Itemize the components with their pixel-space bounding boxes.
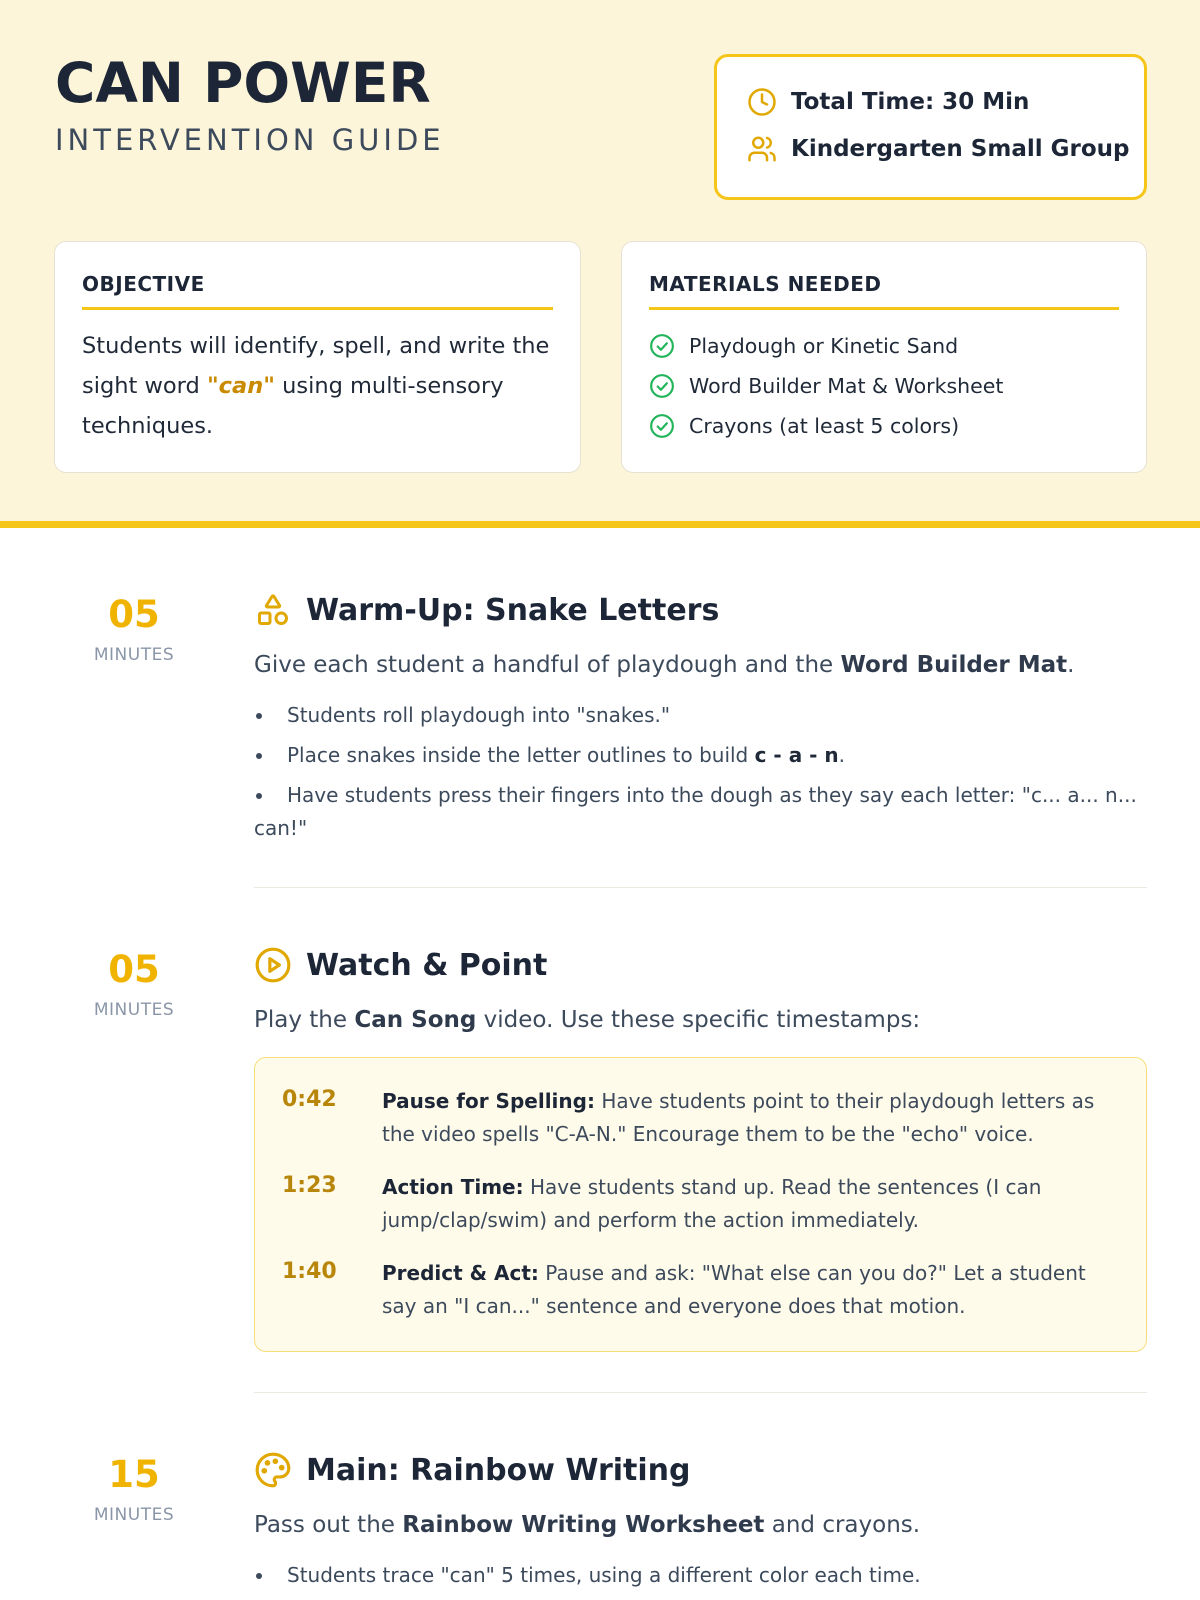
minutes-label: MINUTES	[93, 1505, 175, 1525]
warmup-intro	[254, 652, 1074, 678]
minutes-label: MINUTES	[93, 645, 175, 665]
total-time-row	[745, 85, 1029, 119]
step-bold: c - a - n	[754, 743, 839, 767]
list-item	[254, 779, 1147, 845]
clock-icon	[745, 85, 779, 119]
step-text: Place snakes inside the letter outlines to build	[287, 743, 755, 767]
session-info-box	[714, 54, 1147, 200]
section-title: Warm-Up: Snake Letters	[306, 592, 720, 628]
objective-heading: OBJECTIVE	[82, 272, 553, 310]
materials-card	[621, 241, 1147, 473]
objective-text-end: using multi-sensory techniques.	[82, 373, 504, 439]
minutes-label: MINUTES	[93, 1000, 175, 1020]
materials-item	[649, 366, 1126, 406]
list-item	[254, 1559, 1147, 1592]
step-text: Students roll playdough into "snakes."	[287, 703, 671, 727]
users-icon	[745, 132, 779, 166]
timestamp-label: Predict & Act:	[382, 1261, 539, 1285]
materials-item-label: Crayons (at least 5 colors)	[689, 414, 960, 438]
warmup-duration	[55, 593, 213, 665]
objective-card	[54, 241, 581, 473]
check-circle-icon	[649, 333, 675, 359]
rainbow-intro	[254, 1512, 920, 1538]
timestamp-text	[382, 1085, 1116, 1151]
check-circle-icon	[649, 413, 675, 439]
page-title: CAN POWER	[55, 51, 431, 115]
intro-text-end: video. Use these specific timestamps:	[476, 1007, 921, 1033]
timestamp-time: 0:42	[282, 1087, 337, 1112]
objective-text-start: Students will identify, spell, and write the sight word	[82, 333, 550, 399]
timestamp-text	[382, 1171, 1116, 1237]
total-time-label: Total Time: 30 Min	[791, 89, 1030, 115]
intro-text: Play the	[254, 1007, 355, 1033]
minutes-value: 15	[108, 1453, 160, 1496]
timestamp-text	[382, 1257, 1116, 1323]
intro-text: Give each student a handful of playdough and the	[254, 652, 841, 678]
intro-text-end: and crayons.	[764, 1512, 921, 1538]
play-circle-icon	[254, 946, 292, 984]
timestamps-box	[254, 1057, 1147, 1352]
materials-item-label: Word Builder Mat & Worksheet	[689, 374, 1004, 398]
materials-item-label: Playdough or Kinetic Sand	[689, 334, 959, 358]
list-item	[254, 699, 1147, 732]
group-row	[745, 132, 1129, 166]
timestamp-label: Action Time:	[382, 1175, 524, 1199]
palette-icon	[254, 1451, 292, 1489]
intro-text: Pass out the	[254, 1512, 403, 1538]
rainbow-duration	[55, 1453, 213, 1525]
watch-heading	[254, 945, 547, 985]
intro-bold: Rainbow Writing Worksheet	[402, 1512, 765, 1538]
timestamp-desc: Have students point to their playdough letters as the video spells "C-A-N." Encourage them to be the "echo" voice.	[382, 1089, 1095, 1146]
page-subtitle: INTERVENTION GUIDE	[55, 123, 445, 157]
list-item	[254, 739, 1147, 772]
intro-bold: Word Builder Mat	[840, 652, 1068, 678]
warmup-steps	[254, 699, 1147, 852]
group-label: Kindergarten Small Group	[791, 136, 1130, 162]
timestamp-desc: Have students stand up. Read the sentences (I can jump/clap/swim) and perform the action immediately.	[382, 1175, 1042, 1232]
section-divider	[254, 887, 1147, 888]
minutes-value: 05	[108, 948, 160, 991]
materials-list	[649, 326, 1126, 446]
step-text: Students trace "can" 5 times, using a different color each time.	[287, 1563, 921, 1587]
timestamp-label: Pause for Spelling:	[382, 1089, 595, 1113]
timestamp-time: 1:40	[282, 1259, 337, 1284]
intro-bold: Can Song	[354, 1007, 477, 1033]
timestamp-desc: Pause and ask: "What else can you do?" Let a student say an "I can..." sentence and everyone does that motion.	[382, 1261, 1086, 1318]
section-title: Main: Rainbow Writing	[306, 1452, 691, 1488]
intro-text-end: .	[1067, 652, 1075, 678]
materials-item	[649, 326, 1126, 366]
warmup-heading	[254, 590, 719, 630]
rainbow-heading	[254, 1450, 691, 1490]
timestamp-time: 1:23	[282, 1173, 337, 1198]
objective-text	[82, 326, 552, 446]
check-circle-icon	[649, 373, 675, 399]
sight-word: "can"	[206, 373, 275, 399]
watch-duration	[55, 948, 213, 1020]
step-text-end: .	[838, 743, 846, 767]
rainbow-steps	[254, 1559, 1147, 1599]
minutes-value: 05	[108, 593, 160, 636]
watch-intro	[254, 1007, 920, 1033]
shapes-icon	[254, 591, 292, 629]
materials-heading: MATERIALS NEEDED	[649, 272, 1119, 310]
materials-item	[649, 406, 1126, 446]
step-text: Have students press their fingers into the dough as they say each letter: "c... a... n... can!"	[254, 783, 1137, 840]
header-banner	[0, 0, 1200, 528]
section-divider	[254, 1392, 1147, 1393]
section-title: Watch & Point	[306, 947, 548, 983]
